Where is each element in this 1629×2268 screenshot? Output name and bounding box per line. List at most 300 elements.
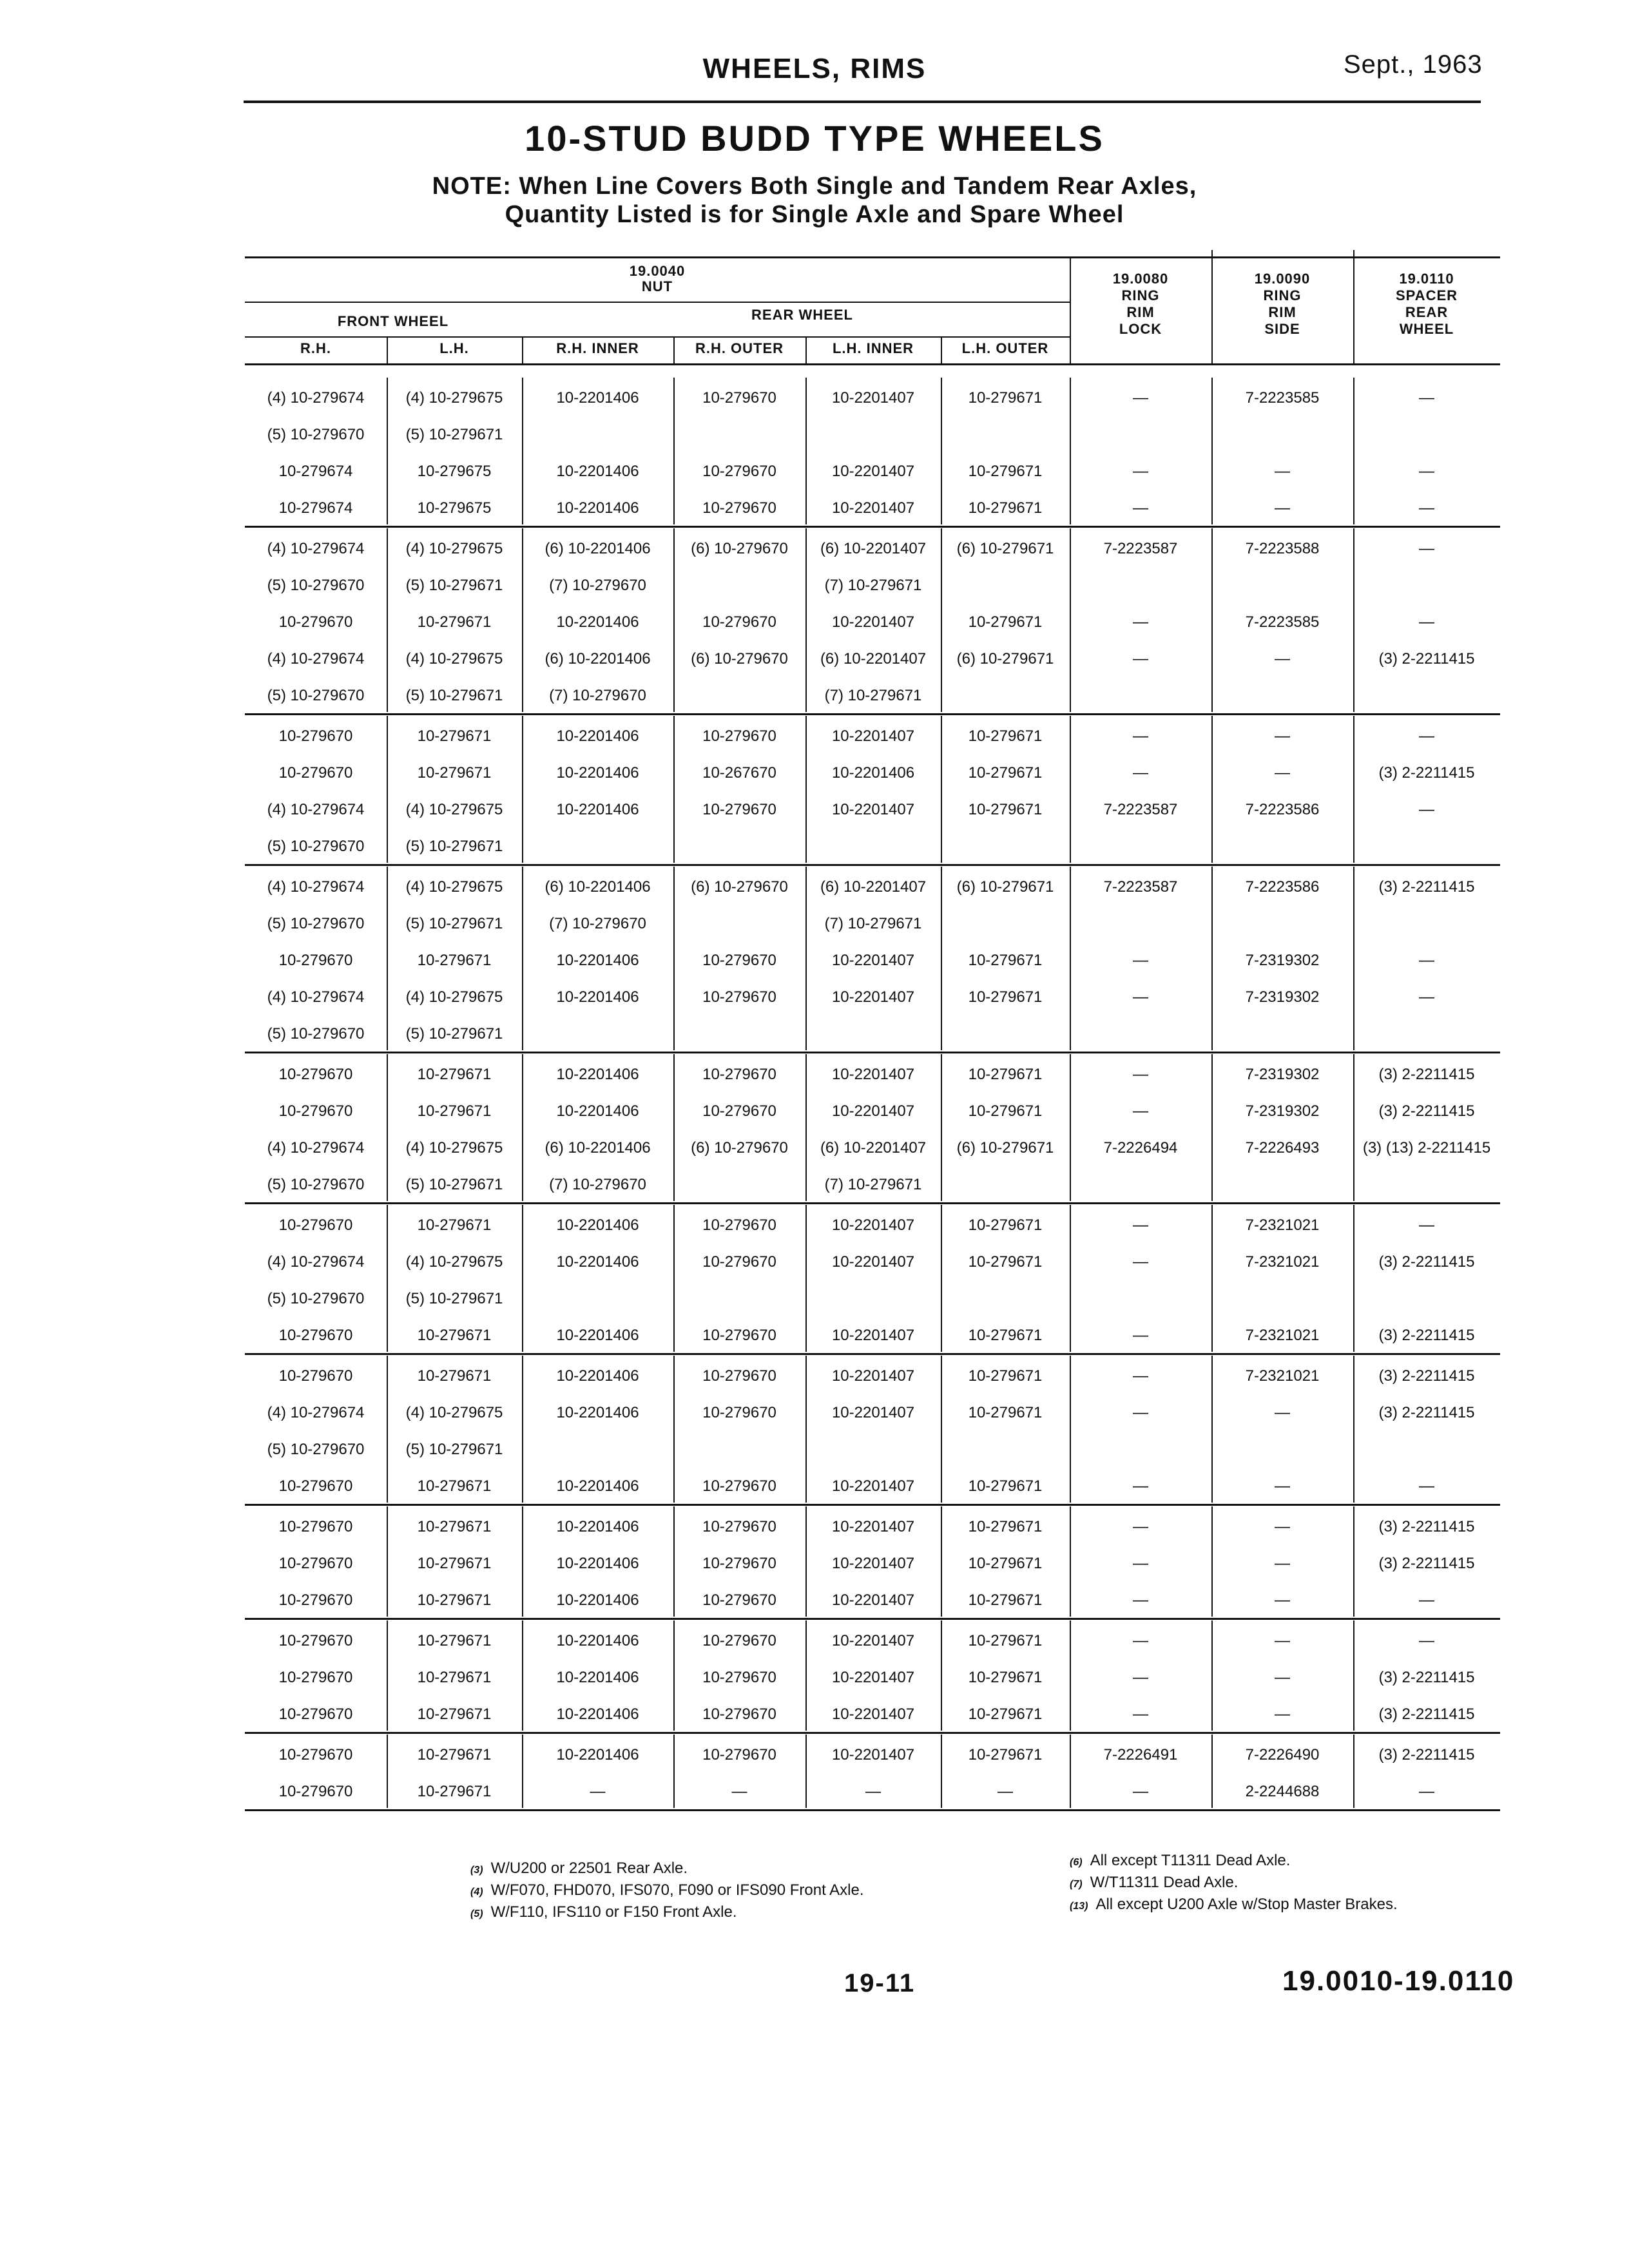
spacer-3: WHEEL	[1399, 321, 1454, 337]
table-cell: (4) 10-279675	[405, 389, 503, 407]
table-cell: 10-2201407	[831, 952, 915, 969]
table-cell: 10-279671	[417, 1706, 492, 1723]
table-cell: (5) 10-279670	[267, 915, 365, 932]
table-cell: (4) 10-279674	[267, 1253, 365, 1271]
table-cell: 10-2201407	[831, 1518, 915, 1535]
column-divider	[673, 528, 675, 712]
column-divider	[805, 1620, 807, 1731]
table-cell: (6) 10-279670	[691, 1139, 788, 1157]
column-divider	[1070, 1620, 1071, 1731]
table-cell: —	[1133, 1253, 1148, 1271]
table-cell: 10-279670	[278, 1783, 353, 1800]
table-cell: —	[1419, 727, 1434, 745]
table-cell: 10-2201407	[831, 1216, 915, 1234]
table-cell: —	[1275, 727, 1290, 745]
table-cell: 10-279671	[417, 1327, 492, 1344]
note-line-2: Quantity Listed is for Single Axle and Spare Wheel	[505, 201, 1124, 228]
column-divider	[387, 1620, 388, 1731]
table-cell: (5) 10-279671	[405, 1290, 503, 1307]
table-cell: 10-2201406	[556, 1591, 639, 1609]
table-cell: 10-2201406	[556, 499, 639, 517]
table-cell: 10-2201406	[556, 727, 639, 745]
column-divider	[805, 1054, 807, 1201]
table-cell: 10-2201407	[831, 463, 915, 480]
table-cell: —	[590, 1783, 606, 1800]
table-cell: 10-279674	[278, 463, 353, 480]
table-cell: 10-279671	[968, 764, 1043, 782]
group-divider	[245, 1618, 1500, 1620]
table-cell: (5) 10-279670	[267, 838, 365, 855]
group-divider	[245, 1732, 1500, 1734]
col-rh-inner: R.H. INNER	[556, 340, 639, 356]
table-cell: —	[1275, 650, 1290, 668]
table-cell: 7-2223587	[1103, 878, 1178, 896]
table-cell: 10-279671	[968, 1404, 1043, 1421]
table-cell: (5) 10-279671	[405, 1176, 503, 1193]
table-cell: (6) 10-279670	[691, 650, 788, 668]
table-cell: 10-279670	[702, 988, 776, 1006]
table-cell: 10-2201407	[831, 1669, 915, 1686]
table-cell: (5) 10-279671	[405, 687, 503, 704]
column-divider	[1353, 1054, 1354, 1201]
table-cell: (5) 10-279671	[405, 1025, 503, 1043]
table-cell: 10-279670	[278, 613, 353, 631]
page-number: 19-11	[844, 1969, 916, 1997]
table-cell: (4) 10-279675	[405, 988, 503, 1006]
table-cell: 10-279671	[417, 1477, 492, 1495]
column-divider	[1211, 1054, 1213, 1201]
table-cell: 7-2319302	[1245, 1102, 1320, 1120]
col-lh-inner: L.H. INNER	[832, 340, 914, 356]
column-divider	[522, 1620, 523, 1731]
column-divider	[1353, 1506, 1354, 1617]
column-divider	[1070, 528, 1071, 712]
column-divider	[1353, 1620, 1354, 1731]
table-cell: 10-279670	[278, 1367, 353, 1385]
table-cell: 10-279670	[278, 1102, 353, 1120]
table-cell: 10-279671	[968, 1066, 1043, 1083]
table-cell: (7) 10-279670	[549, 577, 646, 594]
table-cell: (6) 10-279671	[956, 1139, 1054, 1157]
column-divider	[941, 1506, 942, 1617]
column-divider	[673, 1506, 675, 1617]
table-cell: (4) 10-279675	[405, 1404, 503, 1421]
column-divider	[1070, 716, 1071, 863]
table-cell: 10-279670	[702, 1477, 776, 1495]
table-cell: —	[1419, 1783, 1434, 1800]
page-title: 10-STUD BUDD TYPE WHEELS	[525, 118, 1104, 159]
column-divider	[1070, 867, 1071, 1050]
table-cell: (3) 2-2211415	[1378, 1706, 1475, 1723]
table-cell: (4) 10-279674	[267, 1404, 365, 1421]
table-cell: 10-279670	[702, 1632, 776, 1649]
table-cell: 7-2321021	[1245, 1216, 1320, 1234]
ring-side-1: RING	[1263, 287, 1302, 303]
table-cell: —	[1133, 988, 1148, 1006]
table-cell: 10-279671	[968, 1477, 1043, 1495]
group-divider	[245, 1353, 1500, 1355]
column-divider	[673, 378, 675, 524]
table-cell: 10-2201406	[556, 1066, 639, 1083]
table-cell: 10-279670	[278, 1746, 353, 1763]
table-cell: 7-2223586	[1245, 878, 1320, 896]
table-cell: 10-2201406	[556, 389, 639, 407]
table-cell: (3) 2-2211415	[1378, 1746, 1475, 1763]
table-cell: (6) 10-2201406	[545, 540, 651, 557]
table-cell: 10-279671	[968, 463, 1043, 480]
table-cell: 10-279670	[278, 764, 353, 782]
column-divider	[387, 1356, 388, 1503]
table-cell: 10-279670	[278, 1327, 353, 1344]
table-cell: 10-279671	[968, 1253, 1043, 1271]
front-wheel-label: FRONT WHEEL	[337, 313, 449, 329]
table-cell: —	[1133, 1477, 1148, 1495]
table-cell: 10-2201407	[831, 1327, 915, 1344]
table-cell: (3) 2-2211415	[1378, 1327, 1475, 1344]
table-cell: 10-279670	[702, 1216, 776, 1234]
column-divider	[522, 1506, 523, 1617]
table-cell: 10-279671	[968, 1555, 1043, 1572]
column-divider	[805, 1735, 807, 1808]
table-cell: (3) 2-2211415	[1378, 650, 1475, 668]
column-divider	[805, 867, 807, 1050]
table-cell: (7) 10-279671	[824, 915, 922, 932]
table-cell: (3) 2-2211415	[1378, 1367, 1475, 1385]
table-cell: 10-2201406	[556, 1746, 639, 1763]
table-cell: 10-279671	[417, 1216, 492, 1234]
table-cell: —	[1419, 952, 1434, 969]
table-cell: 10-279670	[278, 952, 353, 969]
column-divider	[1070, 378, 1071, 524]
table-cell: (3) 2-2211415	[1378, 1555, 1475, 1572]
table-cell: (6) 10-279670	[691, 878, 788, 896]
table-cell: (4) 10-279674	[267, 878, 365, 896]
table-cell: 10-279671	[417, 1746, 492, 1763]
nut-label: NUT	[641, 278, 673, 294]
table-cell: —	[1275, 764, 1290, 782]
table-cell: 10-279671	[968, 613, 1043, 631]
table-cell: —	[1419, 540, 1434, 557]
table-cell: —	[1133, 463, 1148, 480]
table-cell: 7-2226490	[1245, 1746, 1320, 1763]
table-cell: 7-2223588	[1245, 540, 1320, 557]
table-cell: 10-2201407	[831, 727, 915, 745]
table-cell: —	[1133, 1102, 1148, 1120]
column-divider	[1211, 716, 1213, 863]
table-cell: 10-2201406	[556, 1367, 639, 1385]
table-cell: 10-279671	[968, 1216, 1043, 1234]
table-cell: (4) 10-279674	[267, 540, 365, 557]
table-cell: —	[1133, 1669, 1148, 1686]
table-cell: 10-2201407	[831, 1591, 915, 1609]
table-cell: 10-279670	[702, 1066, 776, 1083]
table-cell: 10-279670	[702, 499, 776, 517]
table-cell: 10-2201407	[831, 499, 915, 517]
table-cell: 10-279671	[417, 727, 492, 745]
footnote-7: (7) W/T11311 Dead Axle.	[1070, 1874, 1239, 1891]
column-divider	[673, 1356, 675, 1503]
column-divider	[1070, 1054, 1071, 1201]
column-divider	[1353, 378, 1354, 524]
table-cell: 10-2201407	[831, 988, 915, 1006]
table-cell: (4) 10-279675	[405, 650, 503, 668]
group-divider	[245, 1052, 1500, 1053]
table-cell: 10-279671	[417, 1102, 492, 1120]
table-cell: (7) 10-279671	[824, 1176, 922, 1193]
table-cell: 10-279670	[278, 1632, 353, 1649]
ring-lock-3: LOCK	[1119, 321, 1162, 337]
note-line-1: NOTE: When Line Covers Both Single and Tandem Rear Axles,	[432, 173, 1197, 200]
column-divider	[941, 867, 942, 1050]
column-divider	[673, 716, 675, 863]
column-divider	[673, 1620, 675, 1731]
table-cell: —	[1133, 1706, 1148, 1723]
table-cell: —	[1419, 389, 1434, 407]
table-cell: (4) 10-279675	[405, 878, 503, 896]
ring-side-code: 19.0090	[1254, 271, 1311, 287]
table-cell: 10-279671	[417, 764, 492, 782]
table-cell: —	[1275, 499, 1290, 517]
table-cell: —	[1133, 1518, 1148, 1535]
column-divider	[941, 1620, 942, 1731]
header-rule	[244, 101, 1481, 103]
column-divider	[1070, 1205, 1071, 1352]
table-cell: 10-279674	[278, 499, 353, 517]
table-cell: 10-279671	[968, 499, 1043, 517]
table-cell: —	[1133, 1066, 1148, 1083]
column-divider	[522, 1735, 523, 1808]
table-cell: —	[865, 1783, 881, 1800]
table-cell: —	[1133, 1327, 1148, 1344]
table-cell: —	[1275, 1591, 1290, 1609]
column-divider	[522, 867, 523, 1050]
ring-lock-1: RING	[1121, 287, 1160, 303]
table-cell: —	[1133, 1632, 1148, 1649]
table-cell: 10-2201406	[556, 1253, 639, 1271]
table-cell: 10-2201406	[556, 1669, 639, 1686]
column-divider	[805, 528, 807, 712]
column-divider	[522, 716, 523, 863]
table-cell: 10-279670	[702, 1555, 776, 1572]
column-divider	[387, 378, 388, 524]
nut-code: 19.0040	[629, 263, 686, 279]
ring-side-3: SIDE	[1264, 321, 1300, 337]
table-cell: —	[1133, 1367, 1148, 1385]
table-cell: 10-279670	[702, 1706, 776, 1723]
ring-side-2: RIM	[1268, 304, 1296, 320]
table-cell: 10-2201406	[556, 988, 639, 1006]
table-cell: 10-279670	[702, 1327, 776, 1344]
group-divider	[245, 713, 1500, 715]
table-cell: (7) 10-279671	[824, 687, 922, 704]
table-cell: 10-279670	[278, 1591, 353, 1609]
footnote-5: (5) W/F110, IFS110 or F150 Front Axle.	[470, 1903, 737, 1921]
table-cell: 10-279671	[968, 1746, 1043, 1763]
table-cell: 7-2226491	[1103, 1746, 1178, 1763]
table-cell: 10-2201407	[831, 389, 915, 407]
table-cell: —	[1275, 1477, 1290, 1495]
table-cell: (6) 10-279671	[956, 878, 1054, 896]
table-cell: (7) 10-279670	[549, 915, 646, 932]
table-cell: 10-267670	[702, 764, 776, 782]
column-divider	[1353, 1205, 1354, 1352]
footnote-4: (4) W/F070, FHD070, IFS070, F090 or IFS090 Front Axle.	[470, 1881, 864, 1899]
table-cell: (6) 10-2201407	[820, 540, 927, 557]
table-cell: —	[1275, 1555, 1290, 1572]
table-cell: (3) 2-2211415	[1378, 1253, 1475, 1271]
table-cell: 10-2201406	[556, 1216, 639, 1234]
table-cell: (7) 10-279670	[549, 687, 646, 704]
table-cell: —	[998, 1783, 1013, 1800]
column-divider	[673, 1735, 675, 1808]
table-cell: 10-2201406	[556, 1706, 639, 1723]
table-cell: 10-279671	[968, 1706, 1043, 1723]
table-cell: 10-279670	[278, 1066, 353, 1083]
table-cell: (5) 10-279670	[267, 1025, 365, 1043]
table-cell: 10-279670	[702, 1404, 776, 1421]
table-cell: 10-279670	[702, 1669, 776, 1686]
table-cell: 10-2201407	[831, 1706, 915, 1723]
table-cell: 10-2201406	[556, 613, 639, 631]
section-title: WHEELS, RIMS	[702, 53, 927, 84]
spacer-1: SPACER	[1395, 287, 1458, 303]
table-cell: 10-279671	[417, 1367, 492, 1385]
table-cell: 10-2201406	[556, 1632, 639, 1649]
table-cell: 7-2321021	[1245, 1367, 1320, 1385]
table-cell: 10-2201407	[831, 1746, 915, 1763]
column-divider	[1070, 1506, 1071, 1617]
table-cell: (6) 10-2201406	[545, 650, 651, 668]
table-cell: 10-2201406	[831, 764, 915, 782]
column-divider	[387, 1735, 388, 1808]
table-cell: (3) 2-2211415	[1378, 1404, 1475, 1421]
footnote-3: (3) W/U200 or 22501 Rear Axle.	[470, 1860, 688, 1877]
table-cell: (6) 10-279671	[956, 540, 1054, 557]
group-divider	[245, 864, 1500, 866]
table-cell: 10-279671	[417, 613, 492, 631]
table-cell: 10-2201407	[831, 1632, 915, 1649]
table-cell: (5) 10-279671	[405, 1441, 503, 1458]
column-divider	[522, 1356, 523, 1503]
table-cell: (4) 10-279674	[267, 1139, 365, 1157]
table-cell: (4) 10-279674	[267, 988, 365, 1006]
table-cell: 10-2201406	[556, 1327, 639, 1344]
table-cell: 10-279671	[968, 801, 1043, 818]
column-divider	[941, 378, 942, 524]
table-cell: 10-2201406	[556, 764, 639, 782]
table-cell: —	[1419, 988, 1434, 1006]
column-divider	[1070, 1356, 1071, 1503]
table-cell: (5) 10-279670	[267, 577, 365, 594]
table-cell: 10-279670	[702, 952, 776, 969]
table-cell: (4) 10-279674	[267, 389, 365, 407]
table-cell: —	[1275, 1518, 1290, 1535]
table-cell: 7-2223587	[1103, 540, 1178, 557]
table-cell: 10-279671	[968, 1518, 1043, 1535]
table-cell: 7-2223587	[1103, 801, 1178, 818]
column-divider	[805, 378, 807, 524]
table-cell: (4) 10-279675	[405, 540, 503, 557]
table-cell: 10-2201406	[556, 463, 639, 480]
table-cell: 10-279670	[278, 1706, 353, 1723]
col-rh: R.H.	[300, 340, 331, 356]
spacer-code: 19.0110	[1399, 271, 1454, 287]
column-divider	[1353, 716, 1354, 863]
table-cell: 10-279670	[278, 1518, 353, 1535]
table-cell: (5) 10-279670	[267, 1176, 365, 1193]
table-cell: (3) 2-2211415	[1378, 878, 1475, 896]
table-cell: 10-279671	[968, 389, 1043, 407]
table-cell: (6) 10-279670	[691, 540, 788, 557]
table-cell: 10-2201407	[831, 1253, 915, 1271]
table-cell: (4) 10-279674	[267, 801, 365, 818]
table-cell: 7-2319302	[1245, 988, 1320, 1006]
table-cell: —	[731, 1783, 747, 1800]
table-cell: (4) 10-279675	[405, 801, 503, 818]
column-divider	[1211, 378, 1213, 524]
table-cell: 10-2201407	[831, 1367, 915, 1385]
table-cell: —	[1419, 1591, 1434, 1609]
table-cell: (6) 10-2201407	[820, 650, 927, 668]
column-divider	[387, 1054, 388, 1201]
column-divider	[1353, 1735, 1354, 1808]
table-cell: (6) 10-2201407	[820, 878, 927, 896]
table-cell: (5) 10-279671	[405, 915, 503, 932]
column-divider	[805, 1205, 807, 1352]
table-cell: (3) 2-2211415	[1378, 764, 1475, 782]
column-divider	[805, 1506, 807, 1617]
table-cell: (3) 2-2211415	[1378, 1102, 1475, 1120]
table-cell: 10-279671	[417, 1632, 492, 1649]
column-divider	[941, 1735, 942, 1808]
table-cell: —	[1419, 1216, 1434, 1234]
group-divider	[245, 1504, 1500, 1506]
table-cell: —	[1419, 1477, 1434, 1495]
table-cell: 10-279671	[417, 1066, 492, 1083]
table-cell: (5) 10-279670	[267, 1290, 365, 1307]
table-cell: 10-279671	[417, 1783, 492, 1800]
table-cell: (7) 10-279671	[824, 577, 922, 594]
table-cell: —	[1133, 727, 1148, 745]
table-cell: —	[1133, 1404, 1148, 1421]
column-divider	[1353, 528, 1354, 712]
column-divider	[805, 716, 807, 863]
column-divider	[941, 1356, 942, 1503]
table-cell: —	[1419, 1632, 1434, 1649]
table-cell: (5) 10-279670	[267, 1441, 365, 1458]
table-cell: (3) 2-2211415	[1378, 1518, 1475, 1535]
table-cell: 10-279671	[417, 1555, 492, 1572]
table-cell: —	[1133, 952, 1148, 969]
table-cell: 10-279670	[702, 389, 776, 407]
table-cell: 10-2201407	[831, 1555, 915, 1572]
column-divider	[387, 1506, 388, 1617]
table-cell: (5) 10-279671	[405, 577, 503, 594]
column-divider	[1211, 1205, 1213, 1352]
table-cell: 7-2226493	[1245, 1139, 1320, 1157]
table-cell: 10-2201407	[831, 1404, 915, 1421]
column-divider	[1211, 1620, 1213, 1731]
table-cell: 10-279670	[702, 1253, 776, 1271]
ring-lock-2: RIM	[1126, 304, 1155, 320]
table-cell: —	[1133, 1591, 1148, 1609]
table-cell: —	[1133, 764, 1148, 782]
table-cell: (7) 10-279670	[549, 1176, 646, 1193]
table-cell: 10-2201406	[556, 1102, 639, 1120]
table-cell: 10-279671	[968, 1591, 1043, 1609]
table-cell: (4) 10-279674	[267, 650, 365, 668]
table-cell: 10-279670	[702, 1367, 776, 1385]
